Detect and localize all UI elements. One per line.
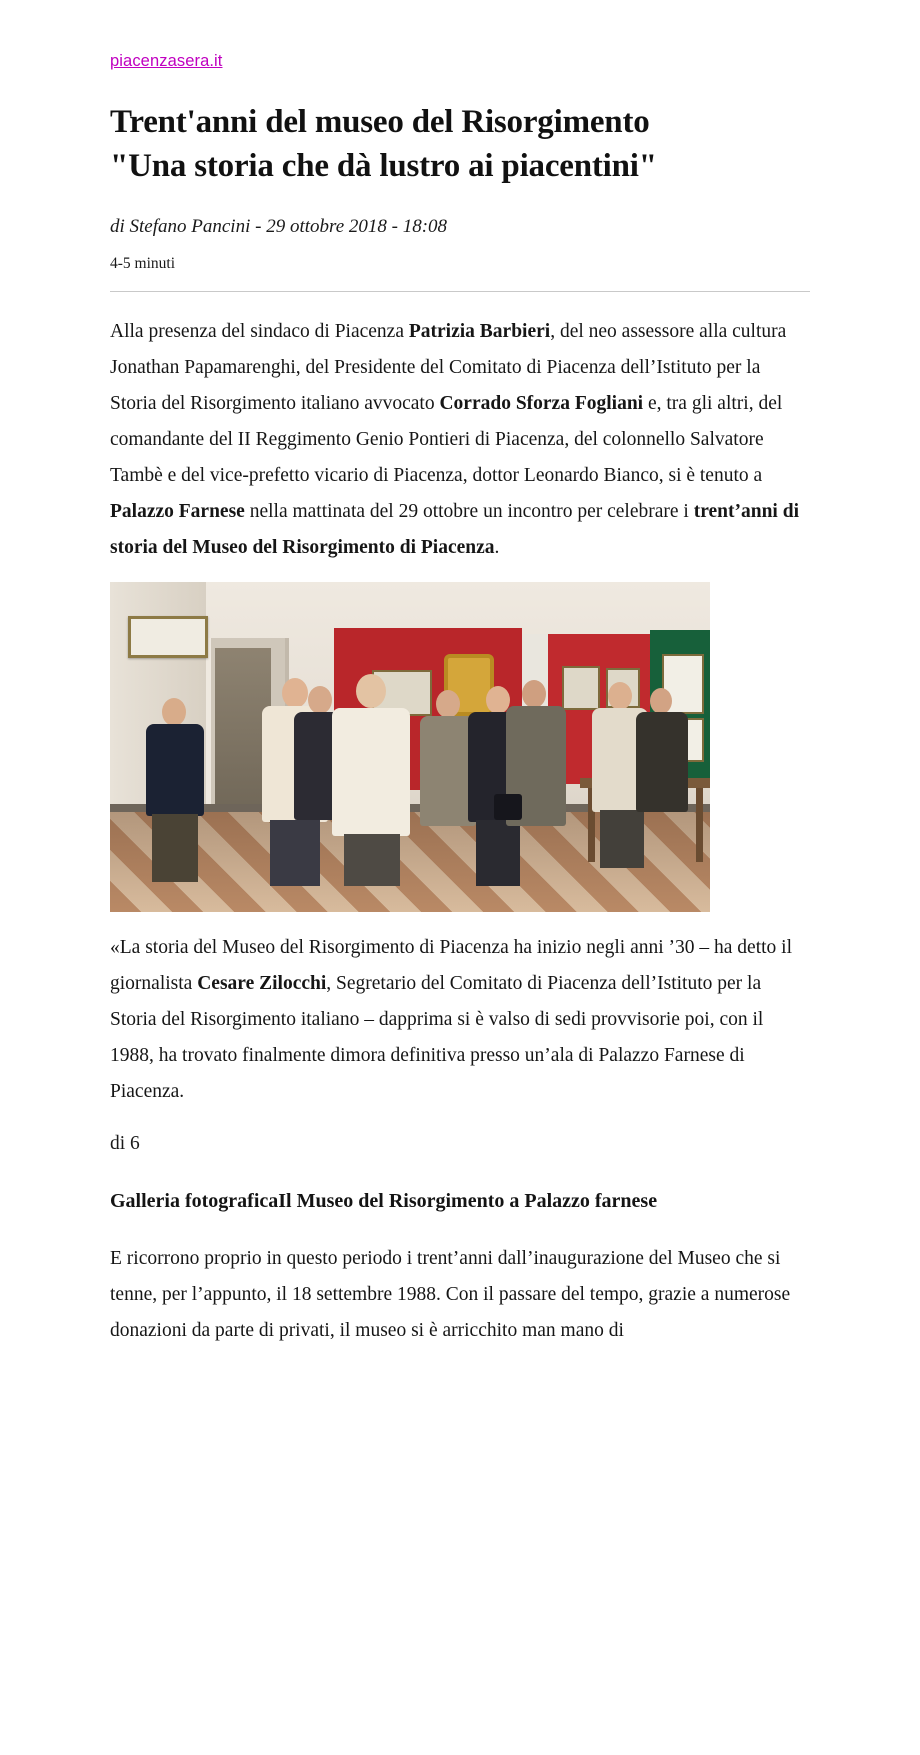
name-corrado-sforza-fogliani: Corrado Sforza Fogliani — [439, 392, 644, 414]
intro-text-3: e, tra gli altri, del comandante del II Reggimento Genio Pontieri di Piacenza, del colonnello Salvatore Tambè e del vice-prefetto vicario di Piacenza, dottor Leonardo Bianco, si è tenuto a — [110, 392, 783, 486]
page-title: Trent'anni del museo del Risorgimento "Una storia che dà lustro ai piacentini" — [110, 104, 657, 184]
paragraph-quote — [110, 930, 810, 1110]
paragraph-body-3: E ricorrono proprio in questo periodo i trent’anni dall’inaugurazione del Museo che si tenne, per l’appunto, il 18 settembre 1988. Con il passare del tempo, grazie a numerose donazioni da parte di privati, il museo si è arricchito man mano di — [110, 1247, 791, 1341]
intro-text-4: nella mattinata del 29 ottobre un incontro per celebrare i — [244, 501, 694, 522]
photo-table-leg — [696, 788, 703, 862]
header-divider — [110, 291, 810, 292]
intro-text-2: , del neo assessore alla cultura Jonathan Papamarenghi, del Presidente del Comitato di Piacenza dell’Istituto per la Storia del Risorgimento italiano avvocato — [110, 320, 787, 414]
quote-text-1: «La storia del Museo del Risorgimento di Piacenza ha inizio negli anni ’30 – ha detto il giornalista — [110, 937, 792, 995]
gallery-heading: Galleria fotograficaIl Museo del Risorgimento a Palazzo farnese — [110, 1189, 658, 1212]
article-byline: di Stefano Pancini - 29 ottobre 2018 - 18:08 — [110, 216, 448, 238]
photo-handbag — [494, 794, 522, 820]
photo-framed-artwork — [128, 616, 208, 658]
highlight-trentanni: trent’anni di storia del Museo del Risorgimento di Piacenza — [110, 501, 799, 559]
name-patrizia-barbieri: Patrizia Barbieri — [408, 320, 551, 342]
quote-text-2: , Segretario del Comitato di Piacenza dell’Istituto per la Storia del Risorgimento italiano – dapprima si è valso di sedi provvisorie poi, con il 1988, ha trovato finalmente dimora definitiva presso un’ala di Palazzo Farnese di Piacenza. — [110, 973, 764, 1103]
article-photo — [110, 582, 710, 912]
place-palazzo-farnese: Palazzo Farnese — [110, 501, 245, 522]
source-site-link[interactable]: piacenzasera.it — [110, 52, 223, 70]
paragraph-intro — [110, 314, 810, 566]
intro-text-5: . — [494, 537, 500, 559]
reading-time: 4-5 minuti — [110, 254, 176, 272]
intro-text-1: Alla presenza del sindaco di Piacenza — [110, 320, 409, 342]
gallery-pager: di 6 — [110, 1133, 140, 1155]
photo-framed-artwork — [562, 666, 600, 710]
name-cesare-zilocchi: Cesare Zilocchi — [197, 973, 327, 995]
